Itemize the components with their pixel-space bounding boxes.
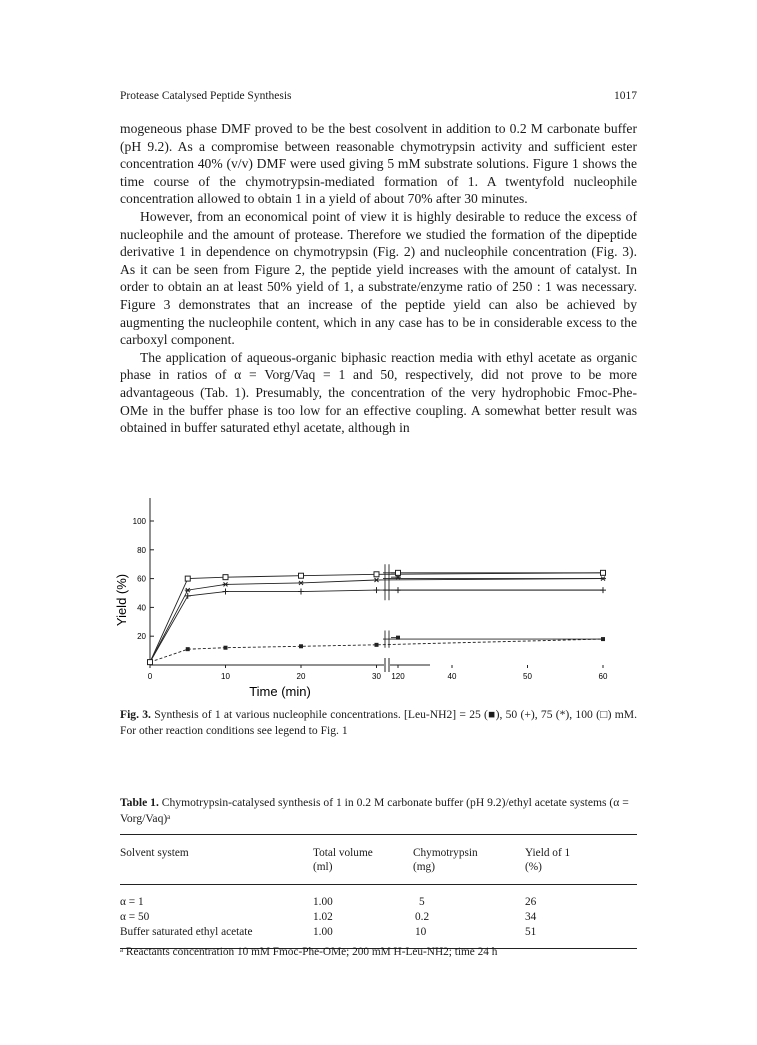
series-line [150, 639, 603, 662]
paragraph-3: The application of aqueous-organic biphasic reaction media with ethyl acetate as organic phase in ratios of α = Vorg/Vaq = 1 and 50, respectively, did not prove to be more advantageous (Tab. 1). Presumably, the concentration of the very hydrophobic Fmoc-Phe-OMe in the buffer phase is too low for an effective coupling. A somewhat better result was obtained in buffer saturated ethyl acetate, although in [120, 349, 637, 436]
data-point [223, 575, 228, 580]
figure-caption-text: Synthesis of 1 at various nucleophile concentrations. [Leu-NH2] = 25 (■), 50 (+), 75 (*), 100 (□) mM. For other reaction conditions see legend to Fig. 1 [120, 708, 637, 737]
data-point [601, 637, 605, 641]
x-tick-label: 0 [147, 672, 153, 681]
figure-caption-label: Fig. 3. [120, 708, 151, 721]
header-yield: Yield of 1 (%) [525, 847, 571, 873]
paragraph-1: mogeneous phase DMF proved to be the best cosolvent in addition to 0.2 M carbonate buffer (pH 9.2). As a compromise between reasonable chymotrypsin activity and sufficient ester concentration 40% (v/v) DMF were used giving 5 mM substrate solutions. Figure 1 shows the time course of the chymotrypsin-mediated formation of 1. A twentyfold nucleophile concentration allowed to obtain 1 in a yield of about 70% after 30 minutes. [120, 121, 637, 207]
cell-chymotrypsin: 5 [419, 896, 425, 908]
data-point [600, 587, 606, 593]
series-line [150, 590, 603, 662]
header-chymotrypsin: Chymotrypsin (mg) [413, 847, 478, 873]
y-tick-label: 20 [137, 632, 146, 642]
data-point [224, 646, 228, 650]
header-total-volume: Total volume (ml) [313, 847, 373, 873]
y-tick-label: 60 [137, 574, 146, 584]
table-row [120, 910, 637, 925]
y-axis-label: Yield (%) [114, 573, 129, 627]
data-point [298, 581, 304, 585]
cell-solvent: α = 50 [120, 911, 150, 923]
data-point [395, 587, 401, 593]
x-tick-label: 120 [391, 672, 405, 681]
data-point [375, 643, 379, 647]
data-point [601, 570, 606, 575]
header-solvent-system: Solvent system [120, 847, 189, 859]
running-title: Protease Catalysed Peptide Synthesis [120, 90, 292, 102]
table-title [120, 795, 637, 826]
x-tick-label: 30 [372, 672, 381, 681]
figure-3 [100, 492, 608, 702]
paragraph-2: However, from an economical point of view it is highly desirable to reduce the excess of nucleophile and the amount of protease. Therefore we studied the formation of the dipeptide derivative 1 in dependence on chymotrypsin (Fig. 2) and nucleophile concentration (Fig. 3). As it can be seen from Figure 2, the peptide yield increases with the amount of catalyst. In order to obtain an at least 50% yield of 1, a substrate/enzyme ratio of 250 : 1 was necessary. Figure 3 demonstrates that an increase of the peptide yield can also be achieved by augmenting the nucleophile content, which in any case has to be in considerable excess to the carboxyl component. [120, 208, 637, 348]
x-axis-label: Time (min) [249, 684, 311, 699]
table-header-row [120, 835, 637, 885]
data-point [185, 588, 191, 592]
table-title-label: Table 1. [120, 796, 159, 809]
x-tick-label: 50 [523, 672, 532, 681]
x-tick-label: 60 [598, 672, 608, 681]
table-footnote: ᵃ Reactants concentration 10 mM Fmoc-Phe-OMe; 200 mM H-Leu-NH2; time 24 h [120, 946, 498, 958]
data-point [374, 572, 379, 577]
cell-volume: 1.02 [313, 911, 333, 923]
cell-solvent: Buffer saturated ethyl acetate [120, 926, 253, 938]
y-tick-label: 100 [132, 517, 146, 526]
yield-chart [100, 492, 608, 702]
cell-yield: 34 [525, 911, 537, 923]
cell-yield: 26 [525, 896, 537, 908]
data-point [299, 644, 303, 648]
y-tick-label: 40 [137, 603, 146, 613]
y-tick-label: 80 [137, 545, 146, 555]
page-header [120, 90, 637, 102]
data-point [298, 589, 304, 595]
data-point [374, 578, 380, 582]
data-point [396, 636, 400, 640]
cell-solvent: α = 1 [120, 896, 144, 908]
series-line [150, 573, 603, 662]
cell-yield: 51 [525, 926, 537, 938]
cell-volume: 1.00 [313, 896, 333, 908]
data-point [148, 660, 153, 665]
data-point [299, 573, 304, 578]
table-row [120, 895, 637, 910]
cell-chymotrypsin: 0.2 [415, 911, 430, 923]
data-point [186, 647, 190, 651]
data-point [223, 589, 229, 595]
cell-chymotrypsin: 10 [415, 926, 427, 938]
data-point [600, 577, 606, 581]
results-table [120, 834, 637, 949]
table-title-text: Chymotrypsin-catalysed synthesis of 1 in 0.2 M carbonate buffer (pH 9.2)/ethyl acetate systems (α = Vorg/Vaq)ᵃ [120, 796, 629, 825]
cell-volume: 1.00 [313, 926, 333, 938]
page-number: 1017 [614, 90, 637, 102]
data-point [223, 582, 229, 586]
x-tick-label: 20 [296, 672, 306, 681]
table-row [120, 925, 637, 940]
data-point [185, 576, 190, 581]
x-tick-label: 40 [447, 672, 457, 681]
body-text [120, 120, 637, 437]
x-tick-label: 10 [221, 672, 230, 681]
figure-caption [120, 707, 637, 738]
data-point [374, 587, 380, 593]
data-point [396, 570, 401, 575]
